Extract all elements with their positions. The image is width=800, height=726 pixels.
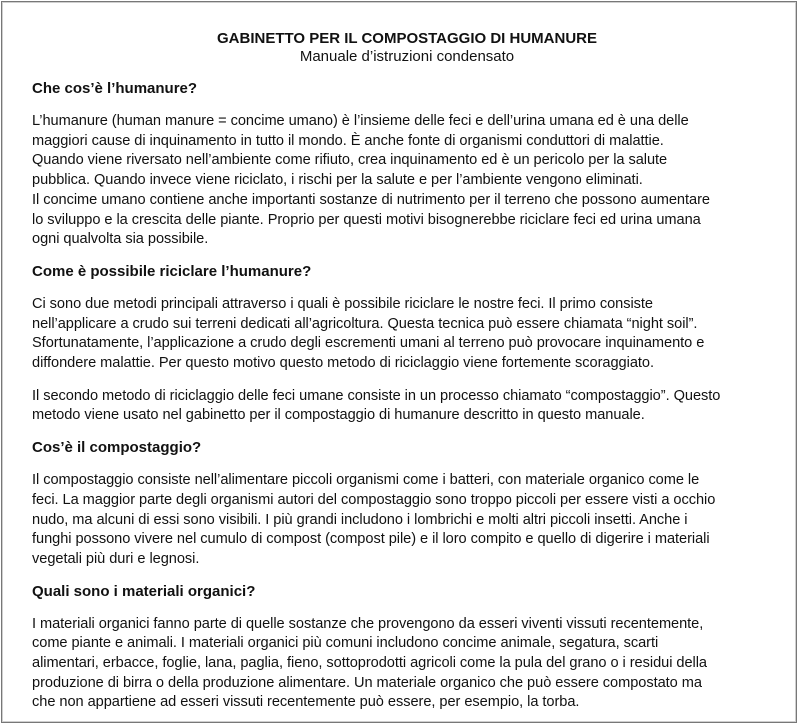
- paragraph-line: diffondere malattie. Per questo motivo questo metodo di riciclaggio viene fortemente scoraggiato.: [32, 355, 654, 372]
- paragraph-line: L’humanure (human manure = concime umano) è l’insieme delle feci e dell’urina umana ed è una delle: [32, 113, 689, 129]
- document-content: [32, 30, 782, 726]
- section-heading-organic-materials: Quali sono i materiali organici?: [32, 582, 256, 600]
- paragraph-line: come piante e animali. I materiali organici più comuni includono concime animale, segatura, scarti: [32, 635, 659, 652]
- paragraph-composting-definition: [32, 471, 782, 570]
- paragraph-line: Il compostaggio consiste nell’alimentare piccoli organismi come i batteri, con materiale organico come le: [32, 472, 700, 489]
- paragraph-line: lo sviluppo e la crescita delle piante. Proprio per questi motivi bisognerebbe riciclare feci ed urina umana: [32, 211, 701, 228]
- paragraph-line: Ci sono due metodi principali attraverso i quali è possibile riciclare le nostre feci. Il primo consiste: [32, 295, 653, 312]
- paragraph-line: Il concime umano contiene anche importanti sostanze di nutrimento per il terreno che possono aumentare: [32, 191, 710, 208]
- document-page: [1, 1, 797, 723]
- paragraph-line: feci. La maggior parte degli organismi autori del compostaggio sono troppo piccoli per essere visti a occhio: [32, 491, 716, 508]
- paragraph-line: nell’applicare a crudo sui terreni dedicati all’agricoltura. Questa tecnica può essere chiamata “night soil”.: [32, 315, 698, 332]
- paragraph-second-method: [32, 387, 782, 426]
- paragraph-line: ogni qualvolta sia possibile.: [32, 231, 209, 248]
- document-subtitle: Manuale d’istruzioni condensato: [299, 48, 515, 65]
- paragraph-line: alimentari, erbacce, foglie, lana, paglia, fieno, sottoprodotti agricoli come la pula del grano o i residui della: [32, 655, 707, 672]
- paragraph-line: maggiori cause di inquinamento in tutto il mondo. È anche fonte di organismi conduttori di malattie.: [32, 132, 664, 149]
- paragraph-line: nudo, ma alcuni di essi sono visibili. I più grandi includono i lombrichi e molti altri piccoli insetti. Anche i: [32, 511, 688, 528]
- paragraph-recycling-methods: [32, 295, 782, 374]
- paragraph-line: Il secondo metodo di riciclaggio delle feci umane consiste in un processo chiamato “compostaggio”. Questo: [32, 387, 721, 404]
- section-heading-how-to-recycle: Come è possibile riciclare l’humanure?: [32, 262, 312, 280]
- paragraph-line: vegetali più duri e legnosi.: [32, 550, 200, 567]
- paragraph-line: I materiali organici fanno parte di quelle sostanze che provengono da esseri viventi vissuti recentemente,: [32, 615, 704, 632]
- paragraph-line: produzione di birra o della produzione alimentare. Un materiale organico che può essere compostato ma: [32, 674, 702, 691]
- paragraph-line: funghi possono vivere nel cumulo di compost (compost pile) e il loro compito e quello di digerire i materiali: [32, 531, 710, 548]
- paragraph-humanure-definition: [32, 112, 782, 250]
- section-heading-what-is-humanure: Che cos’è l’humanure?: [32, 80, 198, 97]
- document-title: GABINETTO PER IL COMPOSTAGGIO DI HUMANURE: [216, 30, 598, 47]
- paragraph-line: che non appartiene ad esseri vissuti recentemente può essere, per esempio, la torba.: [32, 694, 580, 711]
- paragraph-line: Sfortunatamente, l’applicazione a crudo degli escrementi umani al terreno può provocare inquinamento e: [32, 335, 705, 352]
- paragraph-organic-materials: [32, 615, 782, 714]
- section-heading-what-is-composting: Cos’è il compostaggio?: [32, 439, 202, 457]
- paragraph-line: pubblica. Quando invece viene riciclato, i rischi per la salute e per l’ambiente vengono eliminati.: [32, 172, 643, 189]
- paragraph-line: Quando viene riversato nell’ambiente come rifiuto, crea inquinamento ed è un pericolo per la salute: [32, 152, 668, 169]
- paragraph-line: metodo viene usato nel gabinetto per il compostaggio di humanure descritto in questo manuale.: [32, 407, 645, 424]
